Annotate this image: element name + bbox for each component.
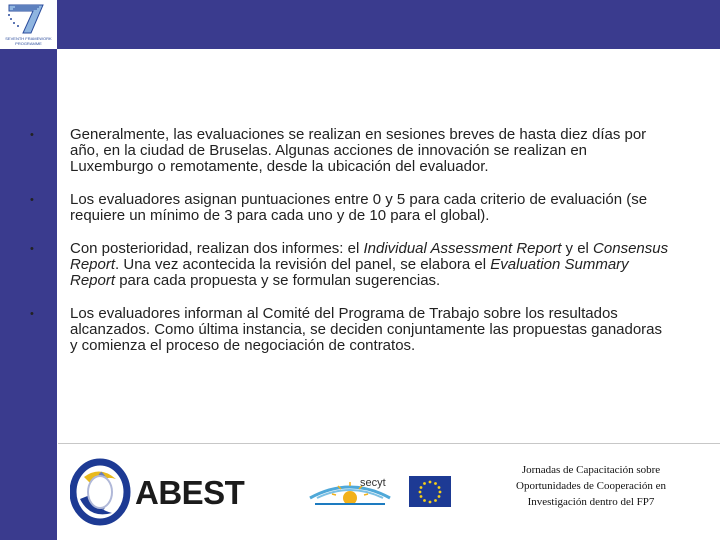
eu-flag-icon (409, 476, 451, 507)
bullet-italic-term: Consensus Report (70, 240, 669, 273)
secyt-logo-text: secyt (360, 477, 386, 489)
event-note-line: Oportunidades de Cooperación en (516, 480, 666, 492)
event-note-line: Investigación dentro del FP7 (527, 496, 655, 508)
bullet-text-part: . Una vez acontecida la revisión del panel, se elabora el (115, 256, 491, 273)
bullet-text: Los evaluadores informan al Comité del Programa de Trabajo sobre los resultados alcanzados. Como última instancia, se deciden conjuntamente las propuestas ganadoras y comienza el proceso de negociación de contratos. (70, 305, 663, 354)
abest-logo-text: ABEST (135, 474, 245, 511)
bullet-text: Generalmente, las evaluaciones se realizan en sesiones breves de hasta diez días por año, en la ciudad de Bruselas. Algunas acciones de innovación se realizan en Luxemburgo o remotamente, desde la ubicación del evaluador. (70, 126, 647, 175)
bullet-text-part: y el (561, 240, 594, 257)
logo-caption-1: SEVENTH FRAMEWORK (5, 36, 52, 41)
bullet-text-part: para cada propuesta y se formulan sugerencias. (115, 272, 441, 289)
fp7-seven-icon (3, 1, 53, 35)
logo-caption-2: PROGRAMME (15, 41, 42, 46)
bullet-icon: • (30, 194, 34, 206)
bullet-item (30, 241, 670, 289)
event-note-line: Jornadas de Capacitación sobre (521, 464, 661, 476)
bullet-italic-term: Evaluation Summary Report (70, 256, 629, 289)
bullet-item (30, 192, 670, 224)
bullet-icon: • (30, 129, 34, 141)
bullet-icon: • (30, 243, 34, 255)
bullet-italic-term: Individual Assessment Report (363, 240, 562, 257)
bullet-text: Los evaluadores asignan puntuaciones entre 0 y 5 para cada criterio de evaluación (se requiere un mínimo de 3 para cada uno y de 10 para el global). (70, 191, 648, 224)
secyt-logo-icon (305, 468, 405, 513)
divider-horizontal (58, 443, 720, 444)
bullet-item (30, 306, 670, 354)
bullet-icon: • (30, 308, 34, 320)
event-note (503, 462, 679, 510)
fp7-logo (0, 0, 57, 49)
top-band (0, 0, 720, 49)
bullet-text-part: Con posterioridad, realizan dos informes: el (70, 240, 364, 257)
bullet-list (30, 127, 670, 371)
bullet-item (30, 127, 670, 175)
